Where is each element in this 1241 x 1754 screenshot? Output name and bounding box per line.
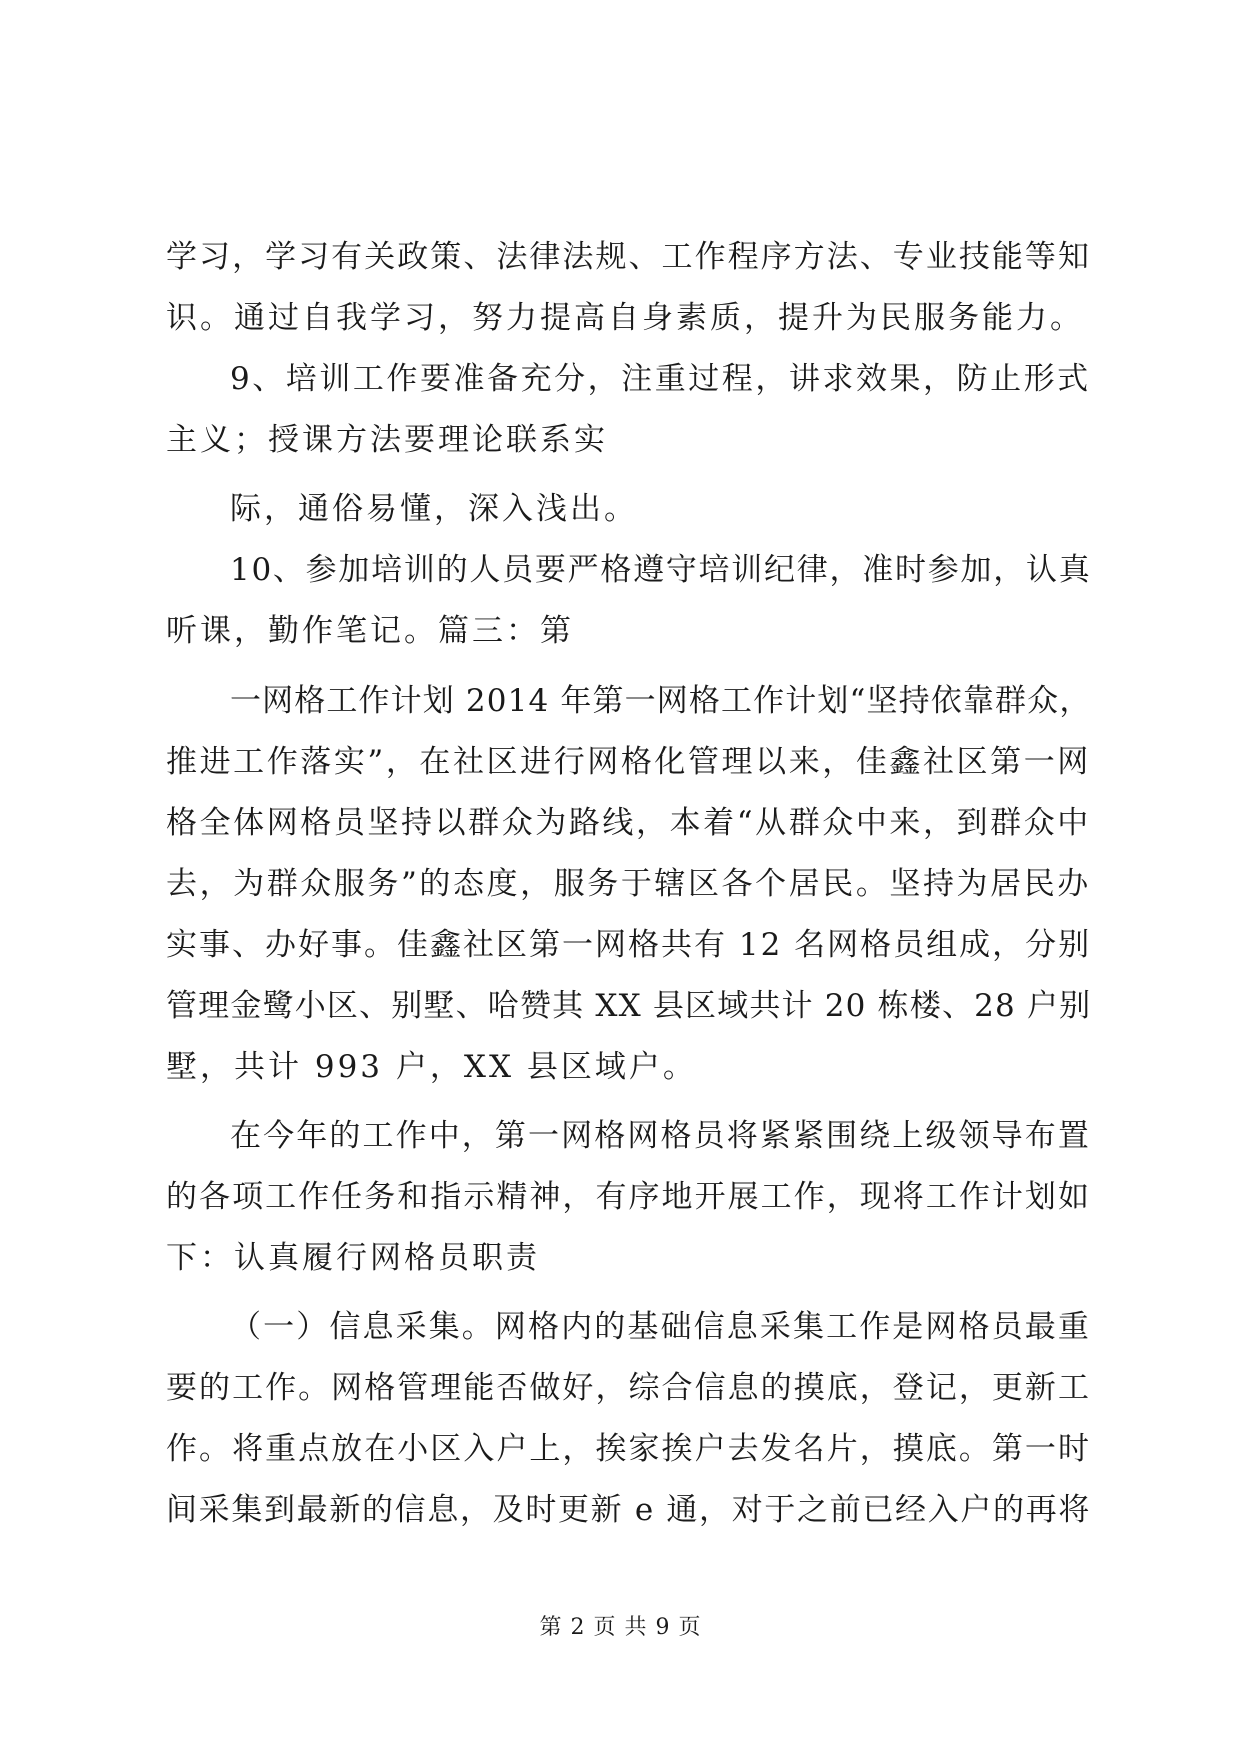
body-line: 作。将重点放在小区入户上，挨家挨户去发名片，摸底。第一时 [166,1431,1091,1467]
body-line: 听课，勤作笔记。篇三：第 [166,613,574,649]
body-line: 9、培训工作要准备充分，注重过程，讲求效果，防止形式 [230,361,1091,397]
body-line: 要的工作。网格管理能否做好，综合信息的摸底，登记，更新工 [166,1370,1091,1406]
body-line: （一）信息采集。网格内的基础信息采集工作是网格员最重 [230,1309,1091,1345]
body-line: 主义；授课方法要理论联系实 [166,422,608,458]
body-line: 间采集到最新的信息，及时更新 e 通，对于之前已经入户的再将 [166,1492,1092,1528]
body-line: 格全体网格员坚持以群众为路线，本着“从群众中来，到群众中 [166,805,1091,841]
body-line: 下：认真履行网格员职责 [166,1240,540,1276]
body-line: 一网格工作计划 2014 年第一网格工作计划“坚持依靠群众， [230,683,1092,719]
body-line: 去，为群众服务”的态度，服务于辖区各个居民。坚持为居民办 [166,866,1091,902]
body-line: 学习，学习有关政策、法律法规、工作程序方法、专业技能等知 [166,239,1091,275]
body-line: 管理金鹭小区、别墅、哈赞其 XX 县区域共计 20 栋楼、28 户别 [166,988,1092,1024]
body-line: 推进工作落实”，在社区进行网格化管理以来，佳鑫社区第一网 [166,744,1091,780]
body-line: 际，通俗易懂，深入浅出。 [230,491,638,527]
body-line: 识。通过自我学习，努力提高自身素质，提升为民服务能力。 [166,300,1084,336]
page-number: 第 2 页 共 9 页 [539,1615,702,1640]
body-line: 实事、办好事。佳鑫社区第一网格共有 12 名网格员组成，分别 [166,927,1092,963]
body-line: 在今年的工作中，第一网格网格员将紧紧围绕上级领导布置 [230,1118,1091,1154]
body-line: 10、参加培训的人员要严格遵守培训纪律，准时参加，认真 [230,552,1092,588]
body-line: 墅，共计 993 户，XX 县区域户。 [166,1049,697,1085]
body-line: 的各项工作任务和指示精神，有序地开展工作，现将工作计划如 [166,1179,1091,1215]
